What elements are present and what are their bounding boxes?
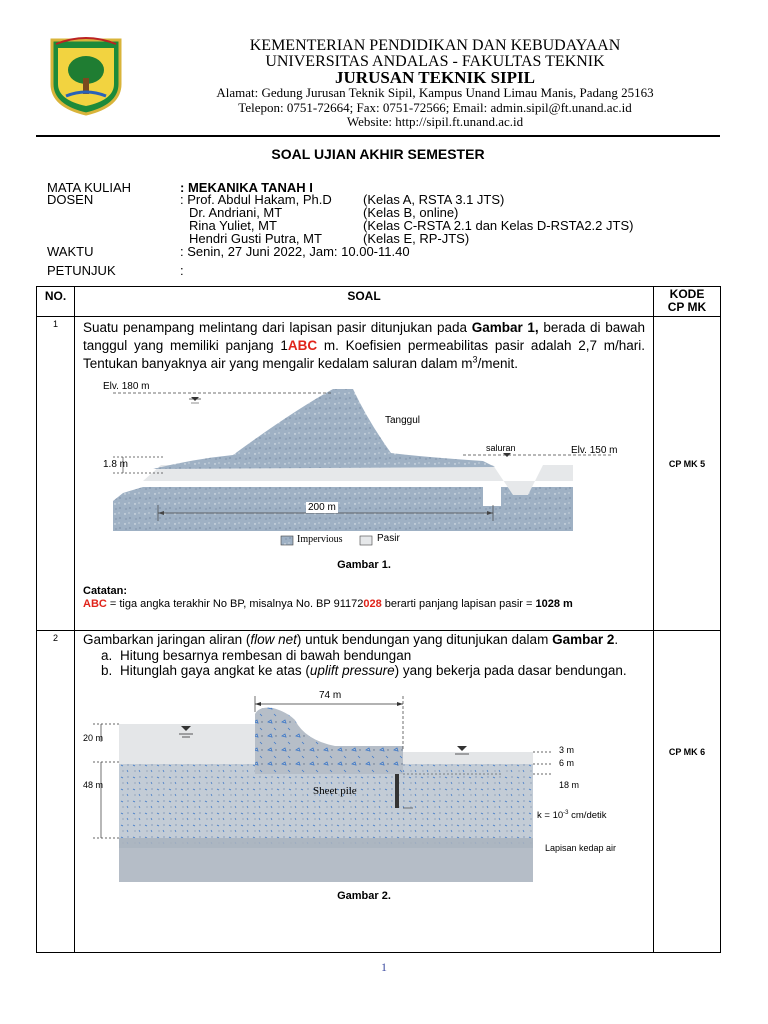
question-table <box>36 286 721 953</box>
dosen-label: DOSEN <box>47 192 94 207</box>
dosen-name-4: Hendri Gusti Putra, MT <box>189 231 322 246</box>
impervious-bottom <box>119 838 533 882</box>
sheet-pile <box>395 774 399 808</box>
figure-1 <box>83 381 646 563</box>
note-text: ABC = tiga angka terakhir No BP, misalnya No. BP 91172028 berarti panjang lapisan pasir = 1028 m <box>83 598 573 610</box>
dosen-name-2: Dr. Andriani, MT <box>189 205 283 220</box>
q2-content <box>75 631 654 953</box>
header-divider <box>36 135 720 137</box>
label-18m: 18 m <box>559 780 580 790</box>
q2-text: Gambarkan jaringan aliran (flow net) untuk bendungan yang ditunjukan dalam Gambar 2. <box>83 632 619 647</box>
dosen-name-1: : Prof. Abdul Hakam, Ph.D <box>180 192 332 207</box>
q1-content <box>75 317 654 631</box>
label-kedap-air: Lapisan kedap air <box>545 843 617 853</box>
dosen-name-3: Rina Yuliet, MT <box>189 218 277 233</box>
q2-item-a: a. Hitung besarnya rembesan di bawah bendungan <box>101 648 412 663</box>
q2-number: 2 <box>37 631 75 953</box>
mk-label: MATA KULIAH <box>47 180 132 195</box>
col-header-soal: SOAL <box>75 287 654 317</box>
impervious-layer <box>113 487 573 531</box>
permeable-soil <box>119 764 533 848</box>
header-phone: Telepon: 0751-72664; Fax: 0751-72566; Email: admin.sipil@ft.unand.ac.id <box>238 100 632 115</box>
q1-kode: CP MK 5 <box>654 317 721 631</box>
dosen-kelas-1: (Kelas A, RSTA 3.1 JTS) <box>363 192 505 207</box>
note-title: Catatan: <box>83 585 128 597</box>
label-74m: 74 m <box>319 690 342 701</box>
header-address: Alamat: Gedung Jurusan Teknik Sipil, Kampus Unand Limau Manis, Padang 25163 <box>216 85 654 100</box>
petunjuk-value: : <box>180 263 184 278</box>
figure-2-caption: Gambar 2. <box>337 890 391 902</box>
dosen-kelas-2: (Kelas B, online) <box>363 205 459 220</box>
page-number: 1 <box>381 960 387 974</box>
col-header-no: NO. <box>37 287 75 317</box>
mk-value: : MEKANIKA TANAH I <box>180 180 313 195</box>
label-elv-180: Elv. 180 m <box>103 381 150 392</box>
figure-1-caption: Gambar 1. <box>337 559 391 571</box>
dosen-kelas-4: (Kelas E, RP-JTS) <box>363 231 470 246</box>
header-website: Website: http://sipil.ft.unand.ac.id <box>346 114 524 129</box>
header-department: JURUSAN TEKNIK SIPIL <box>335 68 535 87</box>
header-university: UNIVERSITAS ANDALAS - FAKULTAS TEKNIK <box>265 53 605 70</box>
figure-2 <box>83 690 646 890</box>
q2-item-b: b. Hitunglah gaya angkat ke atas (uplift pressure) yang bekerja pada dasar bendungan. <box>101 663 627 678</box>
waktu-value: : Senin, 27 Juni 2022, Jam: 10.00-11.40 <box>180 244 410 259</box>
q1-text: Suatu penampang melintang dari lapisan pasir ditunjukan pada Gambar 1, berada di bawah tanggul yang memiliki panjang 1ABC m. Koefisien permeabilitas pasir adalah 2,7 m/hari. Tentukan banyaknya air yang mengalir kedalam saluran dalam $m^3$/menit. <box>83 320 646 371</box>
label-permeability: $k = 10^{-3}$ cm/detik <box>537 810 607 822</box>
petunjuk-label: PETUNJUK <box>47 263 116 278</box>
upstream-water <box>119 724 262 764</box>
dam-body <box>255 708 403 774</box>
label-3m: 3 m <box>559 745 575 755</box>
label-sheet-pile: Sheet pile <box>313 785 357 797</box>
label-6m: 6 m <box>559 758 575 768</box>
col-header-kode <box>654 287 721 317</box>
q2-kode: CP MK 6 <box>654 631 721 953</box>
label-length-200: 200 m <box>308 502 336 513</box>
label-depth-1-8: 1.8 m <box>103 459 129 470</box>
label-48m: 48 m <box>83 780 104 790</box>
q1-number: 1 <box>37 317 75 631</box>
label-saluran: saluran <box>486 443 516 453</box>
kode-line-1: KODE <box>669 287 705 301</box>
exam-title: SOAL UJIAN AKHIR SEMESTER <box>271 146 485 162</box>
label-elv-150: Elv. 150 m <box>571 445 618 456</box>
embankment <box>153 389 495 469</box>
university-logo <box>46 34 126 116</box>
label-tanggul: Tanggul <box>385 415 421 426</box>
legend-impervious: Impervious <box>297 534 343 545</box>
legend-pasir: Pasir <box>377 533 400 544</box>
waktu-label: WAKTU <box>47 244 94 259</box>
header-ministry: KEMENTERIAN PENDIDIKAN DAN KEBUDAYAAN <box>249 37 621 54</box>
kode-line-2: CP MK <box>667 300 707 314</box>
label-20m: 20 m <box>83 733 104 743</box>
dosen-kelas-3: (Kelas C-RSTA 2.1 dan Kelas D-RSTA2.2 JTS) <box>363 218 634 233</box>
